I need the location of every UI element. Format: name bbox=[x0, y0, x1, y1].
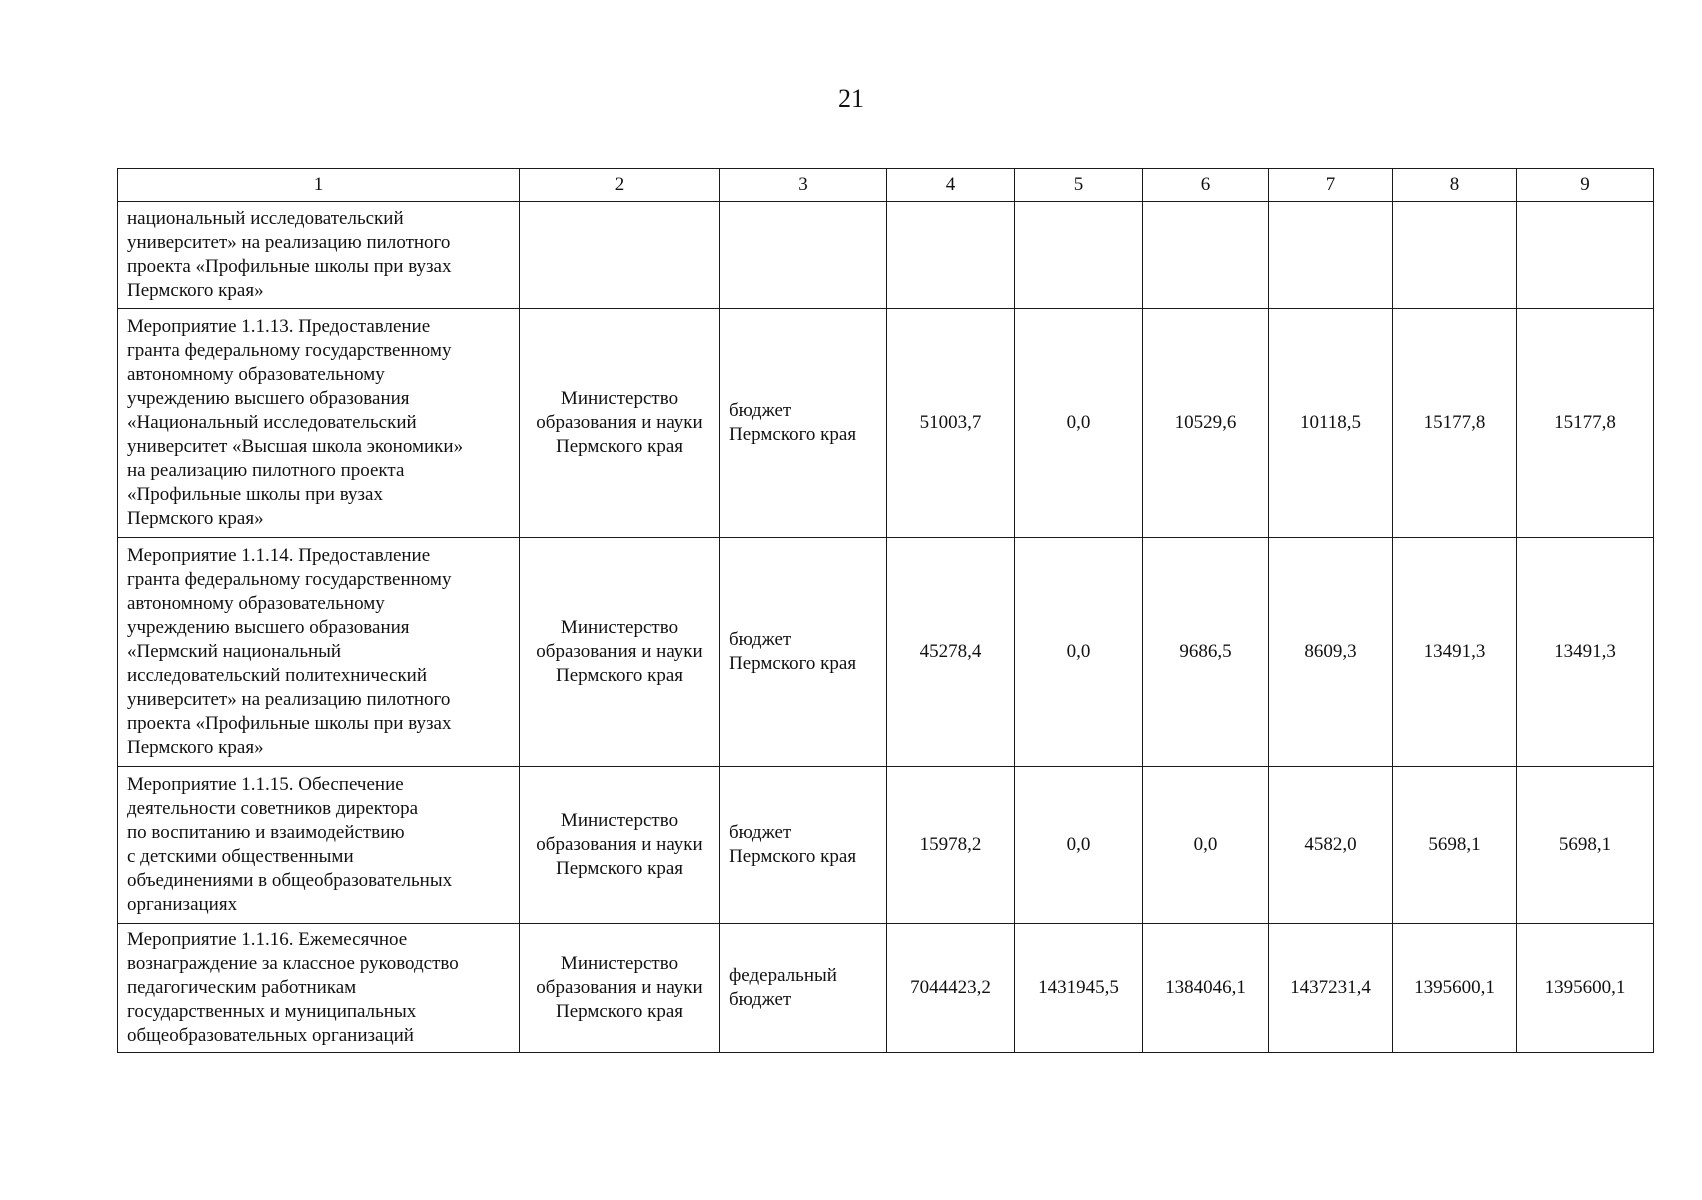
executor-text-line: Министерство bbox=[560, 388, 679, 409]
value-cell-col7: 8609,3 bbox=[1269, 538, 1393, 767]
executor-cell bbox=[520, 924, 720, 1053]
page-number: 21 bbox=[838, 84, 864, 113]
source-text-line: Пермского края bbox=[729, 846, 857, 867]
value-cell-col6: 1384046,1 bbox=[1143, 924, 1269, 1053]
activity-text-line: общеобразовательных организаций bbox=[127, 1025, 414, 1046]
activity-text-line: университет «Высшая школа экономики» bbox=[127, 436, 464, 457]
activity-text-line: с детскими общественными bbox=[127, 846, 354, 867]
value-cell-col5: 0,0 bbox=[1015, 538, 1143, 767]
source-text-line: Пермского края bbox=[729, 424, 857, 445]
budget-table bbox=[117, 168, 1654, 1053]
executor-text-line: Пермского края bbox=[555, 665, 684, 686]
activity-text-line: по воспитанию и взаимодействию bbox=[127, 822, 405, 843]
executor-text-line: Министерство bbox=[560, 953, 679, 974]
activity-text-line: национальный исследовательский bbox=[127, 208, 404, 229]
activity-text-line: автономному образовательному bbox=[127, 593, 385, 614]
column-header-7: 7 bbox=[1269, 169, 1393, 202]
funding-source-cell bbox=[720, 309, 887, 538]
value-cell-col9: 5698,1 bbox=[1517, 767, 1654, 924]
value-cell-col8: 5698,1 bbox=[1393, 767, 1517, 924]
value-cell-col4: 45278,4 bbox=[887, 538, 1015, 767]
activity-text-line: вознаграждение за классное руководство bbox=[127, 953, 459, 974]
value-cell-col4 bbox=[887, 202, 1015, 309]
activity-text-line: Пермского края» bbox=[127, 280, 264, 301]
table-row bbox=[118, 202, 1654, 309]
activity-text-line: на реализацию пилотного проекта bbox=[127, 460, 405, 481]
value-cell-col6: 0,0 bbox=[1143, 767, 1269, 924]
funding-source-cell bbox=[720, 767, 887, 924]
activity-text-line: Мероприятие 1.1.13. Предоставление bbox=[127, 316, 431, 337]
activity-text-line: исследовательский политехнический bbox=[127, 665, 428, 686]
value-cell-col8: 1395600,1 bbox=[1393, 924, 1517, 1053]
source-text-line: бюджет bbox=[729, 629, 792, 650]
executor-cell bbox=[520, 538, 720, 767]
source-text-line: бюджет bbox=[729, 989, 792, 1010]
column-header-9: 9 bbox=[1517, 169, 1654, 202]
value-cell-col7 bbox=[1269, 202, 1393, 309]
value-cell-col7: 10118,5 bbox=[1269, 309, 1393, 538]
activity-text-line: деятельности советников директора bbox=[127, 798, 419, 819]
activity-cell bbox=[118, 924, 520, 1053]
value-cell-col6: 10529,6 bbox=[1143, 309, 1269, 538]
activity-cell bbox=[118, 767, 520, 924]
executor-text-line: Министерство bbox=[560, 617, 679, 638]
executor-text-line: образования и науки bbox=[536, 834, 703, 855]
value-cell-col6: 9686,5 bbox=[1143, 538, 1269, 767]
value-cell-col9: 15177,8 bbox=[1517, 309, 1654, 538]
column-header-5: 5 bbox=[1015, 169, 1143, 202]
funding-source-cell bbox=[720, 202, 887, 309]
table-row bbox=[118, 767, 1654, 924]
activity-cell bbox=[118, 309, 520, 538]
activity-text-line: проекта «Профильные школы при вузах bbox=[127, 256, 452, 277]
executor-text-line: Пермского края bbox=[555, 858, 684, 879]
activity-text-line: организациях bbox=[127, 894, 238, 915]
table-row bbox=[118, 309, 1654, 538]
value-cell-col9 bbox=[1517, 202, 1654, 309]
column-header-3: 3 bbox=[720, 169, 887, 202]
activity-text-line: гранта федеральному государственному bbox=[127, 569, 452, 590]
value-cell-col4: 15978,2 bbox=[887, 767, 1015, 924]
column-header-6: 6 bbox=[1143, 169, 1269, 202]
executor-text-line: Пермского края bbox=[555, 436, 684, 457]
header-row bbox=[118, 169, 1654, 202]
executor-text-line: образования и науки bbox=[536, 977, 703, 998]
funding-source-cell bbox=[720, 538, 887, 767]
activity-text-line: Пермского края» bbox=[127, 508, 264, 529]
activity-text-line: гранта федеральному государственному bbox=[127, 340, 452, 361]
source-text-line: бюджет bbox=[729, 400, 792, 421]
activity-text-line: «Профильные школы при вузах bbox=[127, 484, 383, 505]
executor-text-line: Пермского края bbox=[555, 1001, 684, 1022]
executor-cell bbox=[520, 767, 720, 924]
column-header-4: 4 bbox=[887, 169, 1015, 202]
column-header-8: 8 bbox=[1393, 169, 1517, 202]
value-cell-col5: 1431945,5 bbox=[1015, 924, 1143, 1053]
value-cell-col4: 7044423,2 bbox=[887, 924, 1015, 1053]
activity-text-line: Мероприятие 1.1.14. Предоставление bbox=[127, 545, 431, 566]
activity-text-line: учреждению высшего образования bbox=[127, 617, 410, 638]
executor-text-line: образования и науки bbox=[536, 412, 703, 433]
executor-cell bbox=[520, 202, 720, 309]
activity-text-line: государственных и муниципальных bbox=[127, 1001, 417, 1022]
activity-text-line: проекта «Профильные школы при вузах bbox=[127, 713, 452, 734]
table-row bbox=[118, 924, 1654, 1053]
value-cell-col5 bbox=[1015, 202, 1143, 309]
value-cell-col5: 0,0 bbox=[1015, 309, 1143, 538]
executor-text-line: Министерство bbox=[560, 810, 679, 831]
activity-text-line: объединениями в общеобразовательных bbox=[127, 870, 453, 891]
value-cell-col8: 15177,8 bbox=[1393, 309, 1517, 538]
source-text-line: федеральный bbox=[729, 965, 837, 986]
activity-text-line: Мероприятие 1.1.15. Обеспечение bbox=[127, 774, 404, 795]
executor-cell bbox=[520, 309, 720, 538]
activity-text-line: Мероприятие 1.1.16. Ежемесячное bbox=[127, 929, 408, 950]
activity-cell bbox=[118, 202, 520, 309]
source-text-line: Пермского края bbox=[729, 653, 857, 674]
activity-text-line: «Национальный исследовательский bbox=[127, 412, 417, 433]
source-text-line: бюджет bbox=[729, 822, 792, 843]
value-cell-col7: 4582,0 bbox=[1269, 767, 1393, 924]
activity-text-line: Пермского края» bbox=[127, 737, 264, 758]
column-header-1: 1 bbox=[118, 169, 520, 202]
value-cell-col4: 51003,7 bbox=[887, 309, 1015, 538]
activity-text-line: учреждению высшего образования bbox=[127, 388, 410, 409]
funding-source-cell bbox=[720, 924, 887, 1053]
value-cell-col6 bbox=[1143, 202, 1269, 309]
value-cell-col8: 13491,3 bbox=[1393, 538, 1517, 767]
activity-text-line: университет» на реализацию пилотного bbox=[127, 689, 451, 710]
executor-text-line: образования и науки bbox=[536, 641, 703, 662]
activity-text-line: «Пермский национальный bbox=[127, 641, 342, 662]
table-row bbox=[118, 538, 1654, 767]
activity-cell bbox=[118, 538, 520, 767]
activity-text-line: педагогическим работникам bbox=[127, 977, 357, 998]
value-cell-col7: 1437231,4 bbox=[1269, 924, 1393, 1053]
column-header-2: 2 bbox=[520, 169, 720, 202]
activity-text-line: автономному образовательному bbox=[127, 364, 385, 385]
value-cell-col5: 0,0 bbox=[1015, 767, 1143, 924]
activity-text-line: университет» на реализацию пилотного bbox=[127, 232, 451, 253]
value-cell-col8 bbox=[1393, 202, 1517, 309]
value-cell-col9: 13491,3 bbox=[1517, 538, 1654, 767]
value-cell-col9: 1395600,1 bbox=[1517, 924, 1654, 1053]
